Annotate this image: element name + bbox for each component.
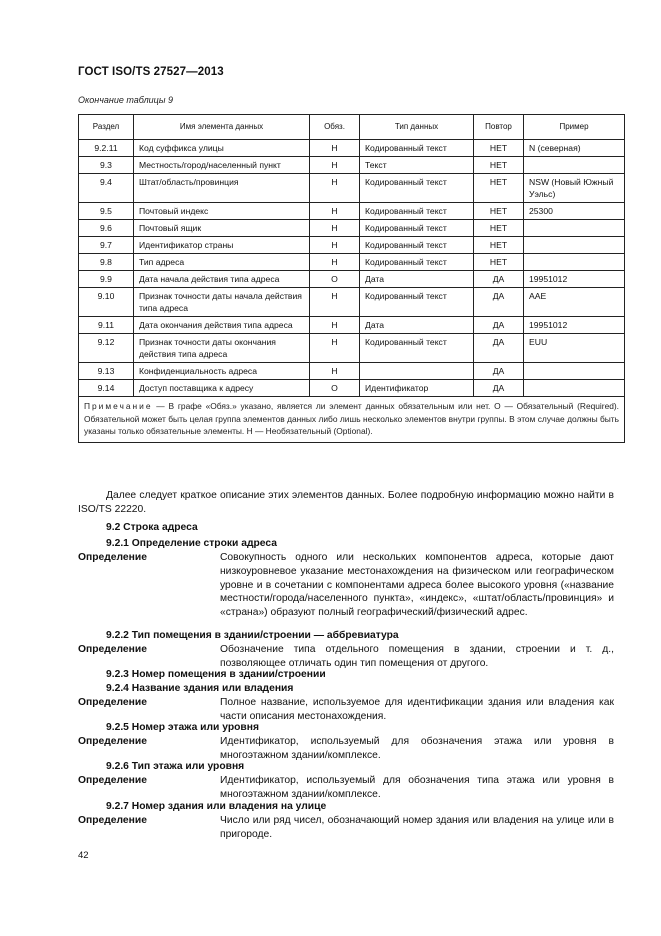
element-name-cell: Признак точности даты начала действия типа адреса <box>134 288 310 317</box>
table-row <box>79 140 625 157</box>
repeat-cell: НЕТ <box>474 237 524 254</box>
section-cell: 9.9 <box>79 271 134 288</box>
element-name-cell: Конфиденциальность адреса <box>134 363 310 380</box>
data-elements-table <box>78 114 625 443</box>
repeat-cell: ДА <box>474 334 524 363</box>
repeat-cell: НЕТ <box>474 157 524 174</box>
obligation-cell: Н <box>310 237 360 254</box>
section-heading-9-2: 9.2 Строка адреса <box>106 522 198 533</box>
section-cell: 9.10 <box>79 288 134 317</box>
data-type-cell: Кодированный текст <box>360 288 474 317</box>
section-cell: 9.2.11 <box>79 140 134 157</box>
table-row <box>79 174 625 203</box>
table-row <box>79 237 625 254</box>
section-cell: 9.5 <box>79 203 134 220</box>
section-heading-9-2-4: 9.2.4 Название здания или владения <box>106 683 294 694</box>
example-cell: 19951012 <box>524 271 625 288</box>
repeat-cell: НЕТ <box>474 220 524 237</box>
section-cell: 9.3 <box>79 157 134 174</box>
section-heading-9-2-5: 9.2.5 Номер этажа или уровня <box>106 722 259 733</box>
definition-label: Определение <box>78 644 147 655</box>
example-cell: 25300 <box>524 203 625 220</box>
section-heading-9-2-1: 9.2.1 Определение строки адреса <box>106 538 277 549</box>
data-type-cell: Кодированный текст <box>360 174 474 203</box>
example-cell <box>524 254 625 271</box>
example-cell: AAE <box>524 288 625 317</box>
table-row <box>79 203 625 220</box>
column-header: Тип данных <box>360 115 474 140</box>
obligation-cell: Н <box>310 288 360 317</box>
definition-text-9-2-6: Идентификатор, используемый для обозначения типа этажа или уровня в многоэтажном здании/комплексе. <box>220 775 614 800</box>
section-cell: 9.14 <box>79 380 134 397</box>
page-number: 42 <box>78 850 89 861</box>
definition-text-9-2-5: Идентификатор, используемый для обозначения этажа или уровня в многоэтажном здании/комплексе. <box>220 736 614 761</box>
table-row <box>79 271 625 288</box>
element-name-cell: Доступ поставщика к адресу <box>134 380 310 397</box>
table-caption: Окончание таблицы 9 <box>78 95 173 105</box>
obligation-cell: Н <box>310 317 360 334</box>
element-name-cell: Тип адреса <box>134 254 310 271</box>
element-name-cell: Местность/город/населенный пункт <box>134 157 310 174</box>
element-name-cell: Почтовый индекс <box>134 203 310 220</box>
obligation-cell: Н <box>310 220 360 237</box>
example-cell <box>524 380 625 397</box>
table-row <box>79 157 625 174</box>
example-cell <box>524 237 625 254</box>
data-type-cell: Кодированный текст <box>360 237 474 254</box>
obligation-cell: Н <box>310 140 360 157</box>
table-row <box>79 288 625 317</box>
note-text: — В графе «Обяз.» указано, является ли элемент данных обязательным или нет. О — Обязательный (Required). Обязательной может быть целая группа элементов данных либо лишь несколько элементов внутри группы. В этом случае должны быть указаны только обязательные элементы. Н — Необязательный (Optional). <box>84 401 620 436</box>
repeat-cell: ДА <box>474 380 524 397</box>
example-cell <box>524 157 625 174</box>
element-name-cell: Код суффикса улицы <box>134 140 310 157</box>
section-cell: 9.6 <box>79 220 134 237</box>
table-note <box>79 397 625 443</box>
example-cell: N (северная) <box>524 140 625 157</box>
section-heading-9-2-6: 9.2.6 Тип этажа или уровня <box>106 761 245 772</box>
section-heading-9-2-3: 9.2.3 Номер помещения в здании/строении <box>106 669 326 680</box>
intro-paragraph: Далее следует краткое описание этих элементов данных. Более подробную информацию можно найти в ISO/TS 22220. <box>78 490 614 515</box>
repeat-cell: ДА <box>474 363 524 380</box>
definition-label: Определение <box>78 552 147 563</box>
data-type-cell: Идентификатор <box>360 380 474 397</box>
table-header-row <box>79 115 625 140</box>
repeat-cell: ДА <box>474 271 524 288</box>
data-type-cell: Дата <box>360 317 474 334</box>
element-name-cell: Дата окончания действия типа адреса <box>134 317 310 334</box>
column-header: Раздел <box>79 115 134 140</box>
obligation-cell: Н <box>310 203 360 220</box>
section-cell: 9.13 <box>79 363 134 380</box>
column-header: Пример <box>524 115 625 140</box>
section-heading-9-2-2: 9.2.2 Тип помещения в здании/строении — аббревиатура <box>106 630 399 641</box>
column-header: Обяз. <box>310 115 360 140</box>
obligation-cell: Н <box>310 363 360 380</box>
definition-text-9-2-2: Обозначение типа отдельного помещения в здании, строении и т. д., позволяющее отличать один тип помещения от другого. <box>220 644 614 669</box>
note-label: Примечание <box>84 401 153 411</box>
table-row <box>79 254 625 271</box>
data-type-cell: Дата <box>360 271 474 288</box>
obligation-cell: Н <box>310 334 360 363</box>
obligation-cell: Н <box>310 157 360 174</box>
obligation-cell: Н <box>310 174 360 203</box>
example-cell: NSW (Новый Южный Уэльс) <box>524 174 625 203</box>
section-cell: 9.12 <box>79 334 134 363</box>
section-cell: 9.7 <box>79 237 134 254</box>
data-type-cell: Текст <box>360 157 474 174</box>
repeat-cell: НЕТ <box>474 140 524 157</box>
table-row <box>79 220 625 237</box>
section-cell: 9.4 <box>79 174 134 203</box>
section-cell: 9.8 <box>79 254 134 271</box>
definition-text-9-2-1: Совокупность одного или нескольких компонентов адреса, которые дают низкоуровневое указание местонахождения на физическом или географическом уровне и в сочетании с компонентами адреса более высокого уровня («название местности/города/населенного пункта», «индекс», «штат/область/провинция» и «страна») образуют полный географический/физический адрес. <box>220 552 614 619</box>
definition-label: Определение <box>78 697 147 708</box>
example-cell <box>524 363 625 380</box>
table-row <box>79 334 625 363</box>
definition-text-9-2-7: Число или ряд чисел, обозначающий номер здания или владения на улице или в пригороде. <box>220 815 614 840</box>
table-note-row <box>79 397 625 443</box>
data-type-cell: Кодированный текст <box>360 254 474 271</box>
repeat-cell: ДА <box>474 317 524 334</box>
data-type-cell: Кодированный текст <box>360 220 474 237</box>
repeat-cell: НЕТ <box>474 203 524 220</box>
example-cell: EUU <box>524 334 625 363</box>
element-name-cell: Признак точности даты окончания действия типа адреса <box>134 334 310 363</box>
definition-label: Определение <box>78 775 147 786</box>
column-header: Имя элемента данных <box>134 115 310 140</box>
example-cell <box>524 220 625 237</box>
definition-label: Определение <box>78 736 147 747</box>
obligation-cell: О <box>310 271 360 288</box>
definition-text-9-2-4: Полное название, используемое для идентификации здания или владения как части описания местонахождения. <box>220 697 614 722</box>
column-header: Повтор <box>474 115 524 140</box>
example-cell: 19951012 <box>524 317 625 334</box>
section-cell: 9.11 <box>79 317 134 334</box>
table-row <box>79 363 625 380</box>
definition-label: Определение <box>78 815 147 826</box>
obligation-cell: Н <box>310 254 360 271</box>
section-heading-9-2-7: 9.2.7 Номер здания или владения на улице <box>106 801 327 812</box>
table-row <box>79 380 625 397</box>
data-type-cell: Кодированный текст <box>360 334 474 363</box>
obligation-cell: О <box>310 380 360 397</box>
data-type-cell: Кодированный текст <box>360 140 474 157</box>
document-header: ГОСТ ISO/TS 27527—2013 <box>78 66 224 78</box>
element-name-cell: Штат/область/провинция <box>134 174 310 203</box>
table-row <box>79 317 625 334</box>
element-name-cell: Дата начала действия типа адреса <box>134 271 310 288</box>
element-name-cell: Почтовый ящик <box>134 220 310 237</box>
data-type-cell <box>360 363 474 380</box>
repeat-cell: ДА <box>474 288 524 317</box>
repeat-cell: НЕТ <box>474 254 524 271</box>
data-type-cell: Кодированный текст <box>360 203 474 220</box>
table-body <box>79 140 625 397</box>
element-name-cell: Идентификатор страны <box>134 237 310 254</box>
repeat-cell: НЕТ <box>474 174 524 203</box>
